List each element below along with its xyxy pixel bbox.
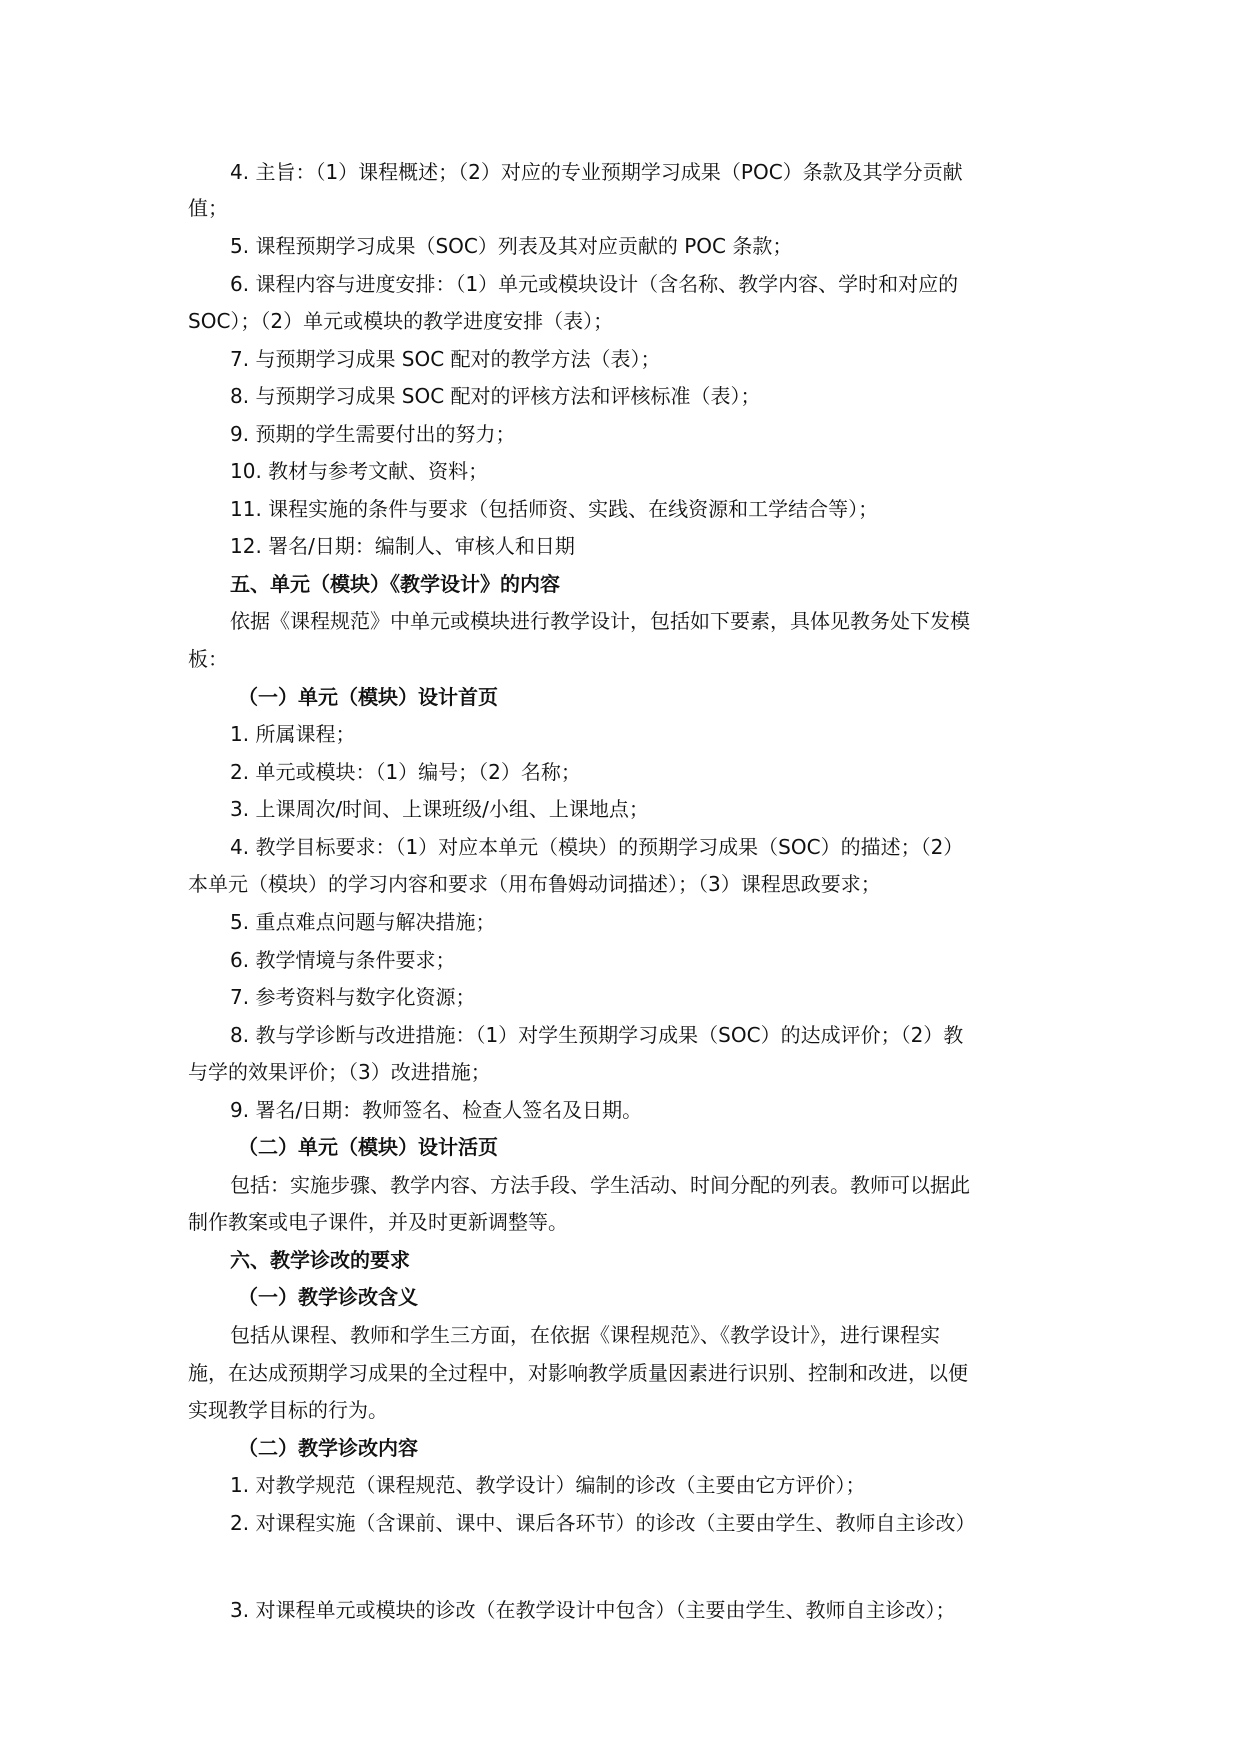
paragraph: 5. 课程预期学习成果（SOC）列表及其对应贡献的 POC 条款；	[230, 234, 793, 258]
paragraph: 4. 主旨：（1）课程概述；（2）对应的专业预期学习成果（POC）条款及其学分贡献	[230, 160, 963, 184]
paragraph: 9. 预期的学生需要付出的努力；	[230, 422, 516, 446]
section-heading: 六、教学诊改的要求	[230, 1248, 410, 1272]
paragraph: 5. 重点难点问题与解决措施；	[230, 910, 496, 934]
paragraph: 4. 教学目标要求：（1）对应本单元（模块）的预期学习成果（SOC）的描述；（2）	[230, 835, 964, 859]
subsection-heading: （一）教学诊改含义	[238, 1285, 418, 1309]
paragraph: 9. 署名/日期：教师签名、检查人签名及日期。	[230, 1098, 643, 1122]
paragraph: 8. 与预期学习成果 SOC 配对的评核方法和评核标准（表）；	[230, 384, 761, 408]
subsection-heading: （二）单元（模块）设计活页	[238, 1135, 498, 1159]
paragraph: 10. 教材与参考文献、资料；	[230, 459, 489, 483]
paragraph: 12. 署名/日期：编制人、审核人和日期	[230, 534, 575, 558]
paragraph: 板：	[188, 647, 228, 671]
paragraph: 施，在达成预期学习成果的全过程中，对影响教学质量因素进行识别、控制和改进，以便	[188, 1361, 968, 1385]
paragraph: 1. 所属课程；	[230, 722, 356, 746]
paragraph: 值；	[188, 196, 228, 220]
paragraph: 包括：实施步骤、教学内容、方法手段、学生活动、时间分配的列表。教师可以据此	[230, 1173, 970, 1197]
paragraph: 6. 课程内容与进度安排：（1）单元或模块设计（含名称、教学内容、学时和对应的	[230, 272, 959, 296]
paragraph: 7. 参考资料与数字化资源；	[230, 985, 476, 1009]
list-item: 1. 对教学规范（课程规范、教学设计）编制的诊改（主要由它方评价）；	[230, 1473, 866, 1497]
subsection-heading: （二）教学诊改内容	[238, 1436, 418, 1460]
paragraph: 与学的效果评价；（3）改进措施；	[188, 1060, 491, 1084]
paragraph: 11. 课程实施的条件与要求（包括师资、实践、在线资源和工学结合等）；	[230, 497, 879, 521]
list-item: 3. 对课程单元或模块的诊改（在教学设计中包含）（主要由学生、教师自主诊改）；	[230, 1598, 956, 1622]
paragraph: 6. 教学情境与条件要求；	[230, 948, 456, 972]
paragraph: 本单元（模块）的学习内容和要求（用布鲁姆动词描述）；（3）课程思政要求；	[188, 872, 881, 896]
paragraph: 制作教案或电子课件，并及时更新调整等。	[188, 1210, 568, 1234]
paragraph: 8. 教与学诊断与改进措施：（1）对学生预期学习成果（SOC）的达成评价；（2）教	[230, 1023, 964, 1047]
paragraph: SOC）；（2）单元或模块的教学进度安排（表）；	[188, 309, 614, 333]
paragraph: 2. 单元或模块：（1）编号；（2）名称；	[230, 760, 581, 784]
list-item: 2. 对课程实施（含课前、课中、课后各环节）的诊改（主要由学生、教师自主诊改）	[230, 1511, 976, 1535]
paragraph: 依据《课程规范》中单元或模块进行教学设计，包括如下要素，具体见教务处下发模	[230, 609, 970, 633]
section-heading: 五、单元（模块）《教学设计》的内容	[230, 572, 560, 596]
paragraph: 7. 与预期学习成果 SOC 配对的教学方法（表）；	[230, 347, 661, 371]
subsection-heading: （一）单元（模块）设计首页	[238, 685, 498, 709]
paragraph: 3. 上课周次/时间、上课班级/小组、上课地点；	[230, 797, 649, 821]
paragraph: 实现教学目标的行为。	[188, 1398, 388, 1422]
paragraph: 包括从课程、教师和学生三方面，在依据《课程规范》、《教学设计》，进行课程实	[230, 1323, 940, 1347]
